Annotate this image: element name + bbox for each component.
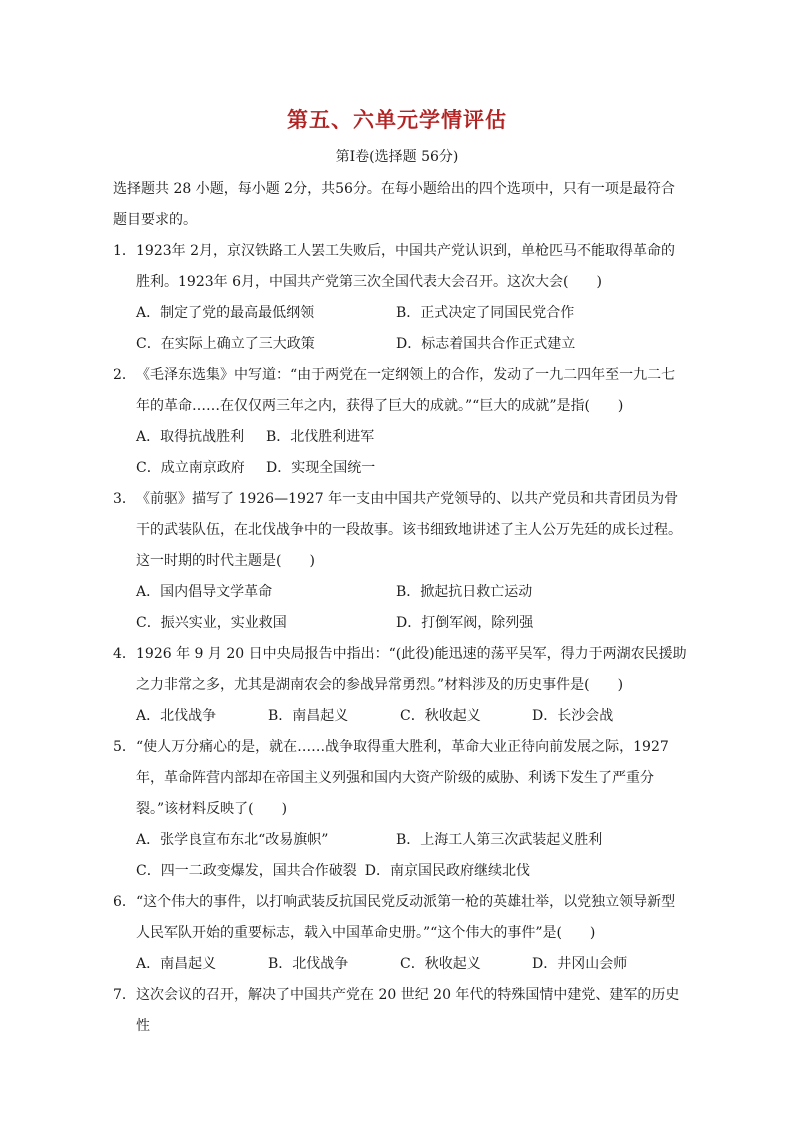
- option-d: D．实现全国统一: [266, 460, 376, 476]
- option-a: A．取得抗战胜利: [136, 429, 245, 445]
- question-number: 1．: [113, 243, 136, 259]
- option-c: C．四一二政变爆发，国共合作破裂: [136, 863, 357, 879]
- question-content: [113, 174, 688, 1042]
- question-stem: “这个伟大的事件，以打响武装反抗国民党反动派第一枪的英雄壮举，以党独立领导新型人民军队开始的重要标志，载入中国革命史册。”“这个伟大的事件”是( ): [136, 894, 676, 941]
- option-a: A．张学良宣布东北“改易旗帜”: [136, 832, 329, 848]
- option-b: B．南昌起义: [268, 708, 349, 724]
- question-1: [113, 236, 688, 360]
- question-number: 7．: [113, 987, 136, 1003]
- option-a: A．北伐战争: [136, 708, 217, 724]
- question-3: [113, 484, 688, 639]
- option-d: D．标志着国共合作正式建立: [396, 336, 576, 352]
- question-stem: 《前驱》描写了 1926—1927 年一支由中国共产党领导的、以共产党员和共青团员为骨干的武装队伍，在北伐战争中的一段故事。该书细致地讲述了主人公万先廷的成长过程。这一时期的时代主题是( ): [136, 491, 682, 569]
- section-subtitle: 第Ⅰ卷(选择题 56分): [335, 149, 459, 165]
- option-a: A．国内倡导文学革命: [136, 584, 273, 600]
- option-d: D．井冈山会师: [532, 956, 628, 972]
- option-b: B．北伐战争: [268, 956, 349, 972]
- option-c: C．在实际上确立了三大政策: [136, 336, 315, 352]
- option-d: D．南京国民政府继续北伐: [364, 863, 530, 879]
- option-c: C．振兴实业，实业救国: [136, 615, 287, 631]
- options-row-2: [113, 453, 688, 484]
- option-c: C．成立南京政府: [136, 460, 245, 476]
- options: [113, 422, 688, 453]
- question-stem: 《毛泽东选集》中写道：“由于两党在一定纲领上的合作，发动了一九二四年至一九二七年的革命……在仅仅两三年之内，获得了巨大的成就。”“巨大的成就”是指( ): [136, 367, 676, 414]
- question-number: 5．: [113, 739, 136, 755]
- options: [113, 577, 688, 639]
- option-c: C．秋收起义: [400, 956, 481, 972]
- option-c: C．秋收起义: [400, 708, 481, 724]
- options: [113, 298, 688, 360]
- options: [113, 825, 688, 887]
- question-number: 3．: [113, 491, 136, 507]
- page-title: 第五、六单元学情评估: [287, 107, 507, 132]
- question-6: [113, 887, 688, 980]
- question-number: 2．: [113, 367, 136, 383]
- question-number: 6．: [113, 894, 136, 910]
- question-stem: “使人万分痛心的是，就在……战争取得重大胜利，革命大业正待向前发展之际，1927年，革命阵营内部却在帝国主义列强和国内大资产阶级的威胁、利诱下发生了严重分裂。”该材料反映了( ): [136, 739, 669, 817]
- option-a: A．制定了党的最高最低纲领: [136, 305, 315, 321]
- question-2: [113, 360, 688, 484]
- question-4: [113, 639, 688, 732]
- instructions: 选择题共 28 小题，每小题 2分，共56分。在每小题给出的四个选项中，只有一项是最符合题目要求的。: [113, 181, 675, 228]
- question-stem: 1926 年 9 月 20 日中央局报告中指出：“(此役)能迅速的荡平吴军，得力于两湖农民援助之力非常之多，尤其是湖南农会的参战异常勇烈。”材料涉及的历史事件是( ): [136, 646, 687, 693]
- option-d: D．打倒军阀，除列强: [396, 615, 534, 631]
- question-stem: 这次会议的召开，解决了中国共产党在 20 世纪 20 年代的特殊国情中建党、建军的历史性: [136, 987, 680, 1034]
- options: [113, 701, 688, 732]
- option-b: B．上海工人第三次武装起义胜利: [396, 832, 603, 848]
- option-b: B．掀起抗日救亡运动: [396, 584, 533, 600]
- option-b: B．北伐胜利进军: [266, 429, 375, 445]
- option-d: D．长沙会战: [532, 708, 614, 724]
- question-number: 4．: [113, 646, 136, 662]
- option-b: B．正式决定了同国民党合作: [396, 305, 575, 321]
- option-a: A．南昌起义: [136, 956, 217, 972]
- question-stem: 1923年 2月，京汉铁路工人罢工失败后，中国共产党认识到，单枪匹马不能取得革命的胜利。1923年 6月，中国共产党第三次全国代表大会召开。这次大会( ): [136, 243, 675, 290]
- question-5: [113, 732, 688, 887]
- question-7: [113, 980, 688, 1042]
- options: [113, 949, 688, 980]
